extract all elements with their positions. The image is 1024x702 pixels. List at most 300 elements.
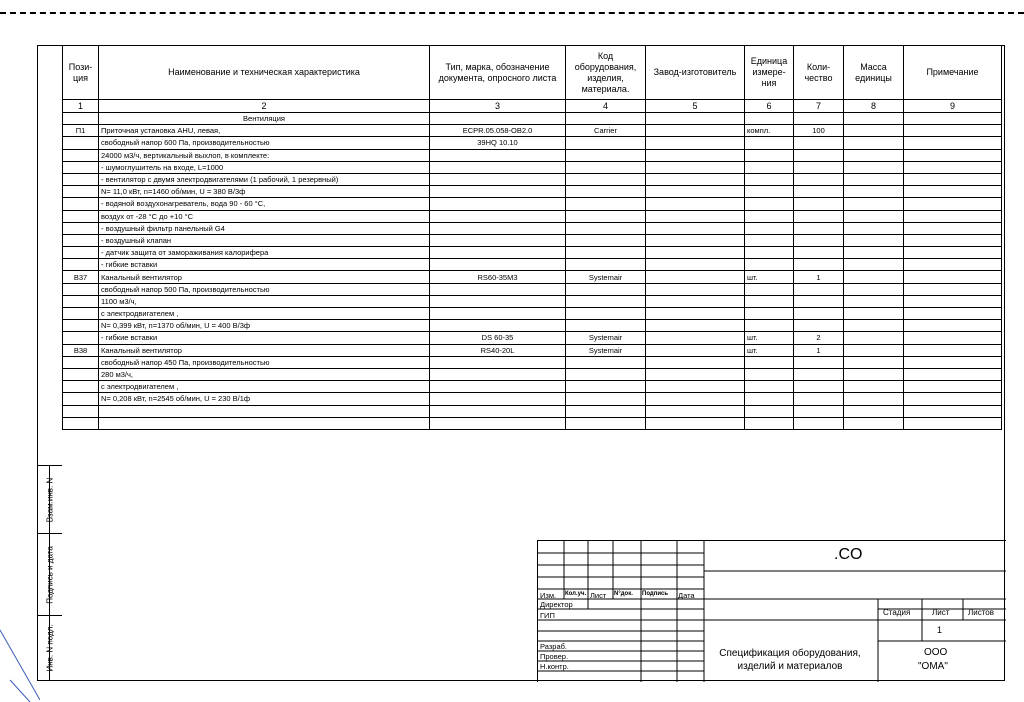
table-row xyxy=(63,234,1002,246)
cell-pos xyxy=(63,320,99,332)
cell-note xyxy=(904,368,1002,380)
cell-name: воздух от -28 °С до +10 °С xyxy=(99,210,430,222)
cell-name: - гибкие вставки xyxy=(99,259,430,271)
cell-type xyxy=(430,393,566,405)
table-row-empty xyxy=(63,417,1002,429)
cell-name: с электродвигателем , xyxy=(99,308,430,320)
cell-mass xyxy=(844,356,904,368)
header-pos: Пози- ция xyxy=(63,46,99,100)
cell-maker xyxy=(646,283,745,295)
table-row xyxy=(63,186,1002,198)
cell-note xyxy=(904,173,1002,185)
cell-type xyxy=(430,295,566,307)
cell-unit xyxy=(745,308,794,320)
cell-empty xyxy=(430,405,566,417)
cell-name: - воздушный фильтр панельный G4 xyxy=(99,222,430,234)
stamp-data: Дата xyxy=(678,591,695,600)
cell-unit xyxy=(745,186,794,198)
cell-mass xyxy=(844,113,904,125)
cell-code xyxy=(566,381,646,393)
cell-pos xyxy=(63,381,99,393)
cell-unit xyxy=(745,247,794,259)
cell-pos xyxy=(63,393,99,405)
cell-maker xyxy=(646,125,745,137)
cell-qty xyxy=(794,381,844,393)
cell-name: 1100 м3/ч, xyxy=(99,295,430,307)
cell-pos xyxy=(63,368,99,380)
cell-type xyxy=(430,283,566,295)
table-row xyxy=(63,271,1002,283)
cell-pos xyxy=(63,356,99,368)
cell-name: Вентиляция xyxy=(99,113,430,125)
cell-note xyxy=(904,198,1002,210)
cell-note xyxy=(904,393,1002,405)
cell-unit xyxy=(745,210,794,222)
cell-mass xyxy=(844,271,904,283)
table-row-empty xyxy=(63,405,1002,417)
stamp-director: Директор xyxy=(540,600,573,609)
cell-maker xyxy=(646,149,745,161)
cell-empty xyxy=(63,417,99,429)
cell-name: Канальный вентилятор xyxy=(99,344,430,356)
header-mass: Масса единицы xyxy=(844,46,904,100)
cell-mass xyxy=(844,368,904,380)
cell-unit xyxy=(745,295,794,307)
table-row xyxy=(63,368,1002,380)
cell-type xyxy=(430,210,566,222)
cell-empty xyxy=(794,417,844,429)
title-block xyxy=(537,540,1006,682)
org-name: "ОМА" xyxy=(918,661,948,672)
col-num: 2 xyxy=(99,100,430,113)
cell-mass xyxy=(844,247,904,259)
cell-pos xyxy=(63,161,99,173)
cell-name: - вентилятор с двумя электродвигателями (1 рабочий, 1 резервный) xyxy=(99,173,430,185)
cell-pos xyxy=(63,222,99,234)
cell-empty xyxy=(844,405,904,417)
cell-qty xyxy=(794,161,844,173)
cell-note xyxy=(904,283,1002,295)
cell-pos xyxy=(63,186,99,198)
cell-name: 280 м3/ч, xyxy=(99,368,430,380)
cell-qty xyxy=(794,247,844,259)
cell-name: с электродвигателем , xyxy=(99,381,430,393)
stamp-razrab: Разраб. xyxy=(540,642,568,651)
cell-unit xyxy=(745,113,794,125)
cell-name: свободный напор 450 Па, производительностью xyxy=(99,356,430,368)
cell-mass xyxy=(844,295,904,307)
cell-qty xyxy=(794,368,844,380)
cell-pos: В38 xyxy=(63,344,99,356)
cell-code: Systemair xyxy=(566,344,646,356)
corner-marks xyxy=(0,620,40,702)
cell-maker xyxy=(646,295,745,307)
cell-pos xyxy=(63,295,99,307)
cell-type xyxy=(430,149,566,161)
col-num: 9 xyxy=(904,100,1002,113)
cell-unit xyxy=(745,356,794,368)
cell-empty xyxy=(646,405,745,417)
cell-name: свободный напор 500 Па, производительностью xyxy=(99,283,430,295)
cell-qty xyxy=(794,259,844,271)
cell-name: - шумоглушитель на входе, L=1000 xyxy=(99,161,430,173)
table-row xyxy=(63,125,1002,137)
cell-name: N= 0,208 кВт, n=2545 об/мин, U = 230 В/1ф xyxy=(99,393,430,405)
cell-note xyxy=(904,271,1002,283)
cell-mass xyxy=(844,308,904,320)
table-row xyxy=(63,210,1002,222)
cell-note xyxy=(904,308,1002,320)
stamp-stadia: Стадия xyxy=(883,608,911,617)
cell-pos xyxy=(63,283,99,295)
header-row xyxy=(63,46,1002,100)
cell-empty xyxy=(566,417,646,429)
cell-maker xyxy=(646,381,745,393)
cell-pos xyxy=(63,198,99,210)
cell-maker xyxy=(646,247,745,259)
cell-note xyxy=(904,332,1002,344)
cell-name: - датчик защита от замораживания калорифера xyxy=(99,247,430,259)
cell-note xyxy=(904,259,1002,271)
table-row xyxy=(63,247,1002,259)
table-row xyxy=(63,113,1002,125)
cell-unit xyxy=(745,222,794,234)
cell-note xyxy=(904,320,1002,332)
cell-type xyxy=(430,161,566,173)
table-row xyxy=(63,198,1002,210)
cell-unit xyxy=(745,381,794,393)
cell-qty xyxy=(794,295,844,307)
cell-code xyxy=(566,234,646,246)
cell-code xyxy=(566,149,646,161)
cell-code xyxy=(566,247,646,259)
table-row xyxy=(63,149,1002,161)
stamp-list-header: Лист xyxy=(932,608,950,617)
cell-qty xyxy=(794,137,844,149)
cell-pos xyxy=(63,137,99,149)
header-qty: Коли-чество xyxy=(794,46,844,100)
cell-qty xyxy=(794,320,844,332)
cell-maker xyxy=(646,113,745,125)
cell-maker xyxy=(646,368,745,380)
cell-type: RS60-35M3 xyxy=(430,271,566,283)
cell-pos xyxy=(63,173,99,185)
cell-unit xyxy=(745,320,794,332)
cell-note xyxy=(904,247,1002,259)
cell-code xyxy=(566,222,646,234)
cell-type xyxy=(430,173,566,185)
cell-unit xyxy=(745,137,794,149)
col-num: 7 xyxy=(794,100,844,113)
col-num: 8 xyxy=(844,100,904,113)
cell-qty: 1 xyxy=(794,344,844,356)
cell-name: свободный напор 600 Па, производительностью xyxy=(99,137,430,149)
cell-qty xyxy=(794,113,844,125)
cell-type: 39HQ 10.10 xyxy=(430,137,566,149)
table-row xyxy=(63,356,1002,368)
cell-note xyxy=(904,113,1002,125)
cell-mass xyxy=(844,149,904,161)
cell-pos xyxy=(63,149,99,161)
org-type: ООО xyxy=(924,647,948,658)
cell-empty xyxy=(646,417,745,429)
table-row xyxy=(63,393,1002,405)
cell-unit xyxy=(745,283,794,295)
cell-empty xyxy=(99,405,430,417)
cell-maker xyxy=(646,393,745,405)
cell-qty: 100 xyxy=(794,125,844,137)
cell-empty xyxy=(745,417,794,429)
cell-note xyxy=(904,234,1002,246)
cell-unit xyxy=(745,173,794,185)
cell-empty xyxy=(794,405,844,417)
table-row xyxy=(63,381,1002,393)
cell-code xyxy=(566,137,646,149)
cell-unit xyxy=(745,161,794,173)
cell-code xyxy=(566,161,646,173)
cell-maker xyxy=(646,186,745,198)
cell-name: Приточная установка AHU, левая, xyxy=(99,125,430,137)
cell-qty xyxy=(794,149,844,161)
cell-maker xyxy=(646,320,745,332)
cell-code xyxy=(566,368,646,380)
cell-mass xyxy=(844,320,904,332)
cell-unit xyxy=(745,149,794,161)
cell-empty xyxy=(99,417,430,429)
table-row xyxy=(63,137,1002,149)
cell-maker xyxy=(646,271,745,283)
cell-type xyxy=(430,320,566,332)
cell-code: Carrier xyxy=(566,125,646,137)
cell-name: Канальный вентилятор xyxy=(99,271,430,283)
cell-maker xyxy=(646,198,745,210)
cell-empty xyxy=(904,405,1002,417)
stamp-nkontr: Н.контр. xyxy=(540,662,569,671)
cell-type xyxy=(430,368,566,380)
cell-qty: 2 xyxy=(794,332,844,344)
cell-code xyxy=(566,173,646,185)
cell-type xyxy=(430,247,566,259)
cell-qty xyxy=(794,308,844,320)
cell-qty xyxy=(794,234,844,246)
cell-maker xyxy=(646,173,745,185)
cell-mass xyxy=(844,137,904,149)
table-row xyxy=(63,283,1002,295)
side-vzam xyxy=(37,465,62,533)
table-row xyxy=(63,161,1002,173)
cell-type xyxy=(430,198,566,210)
cell-qty xyxy=(794,393,844,405)
table-row xyxy=(63,173,1002,185)
cell-qty xyxy=(794,283,844,295)
cell-mass xyxy=(844,210,904,222)
cell-note xyxy=(904,222,1002,234)
stamp-kol: Кол.уч. xyxy=(565,591,587,597)
cell-maker xyxy=(646,137,745,149)
header-maker: Завод-изготовитель xyxy=(646,46,745,100)
header-note: Примечание xyxy=(904,46,1002,100)
cell-code xyxy=(566,259,646,271)
cell-unit: шт. xyxy=(745,271,794,283)
cell-pos xyxy=(63,247,99,259)
cell-type: RS40-20L xyxy=(430,344,566,356)
cell-code xyxy=(566,320,646,332)
cell-type xyxy=(430,381,566,393)
cell-maker xyxy=(646,222,745,234)
cell-pos xyxy=(63,332,99,344)
cell-name: 24000 м3/ч, вертикальный выхлоп, в комплекте: xyxy=(99,149,430,161)
cell-mass xyxy=(844,173,904,185)
cell-code xyxy=(566,283,646,295)
cell-code xyxy=(566,308,646,320)
spec-table xyxy=(62,45,1002,430)
cell-type xyxy=(430,308,566,320)
cell-mass xyxy=(844,344,904,356)
cell-mass xyxy=(844,259,904,271)
cell-mass xyxy=(844,186,904,198)
cut-line xyxy=(0,12,1024,14)
stamp-ndok: N°док. xyxy=(614,591,633,597)
cell-name: - гибкие вставки xyxy=(99,332,430,344)
cell-unit: компл. xyxy=(745,125,794,137)
cell-qty xyxy=(794,173,844,185)
cell-empty xyxy=(63,405,99,417)
header-unit: Единица измере-ния xyxy=(745,46,794,100)
cell-pos xyxy=(63,210,99,222)
stamp-list: Лист xyxy=(590,591,607,600)
cell-name: N= 11,0 кВт, n=1460 об/мин, U = 380 В/3ф xyxy=(99,186,430,198)
cell-mass xyxy=(844,234,904,246)
col-num: 3 xyxy=(430,100,566,113)
cell-note xyxy=(904,295,1002,307)
cell-note xyxy=(904,344,1002,356)
cell-code xyxy=(566,295,646,307)
cell-maker xyxy=(646,344,745,356)
cell-note xyxy=(904,125,1002,137)
cell-qty xyxy=(794,210,844,222)
cell-unit: шт. xyxy=(745,332,794,344)
cell-type xyxy=(430,259,566,271)
cell-unit xyxy=(745,393,794,405)
table-row xyxy=(63,320,1002,332)
cell-name: - водяной воздухонагреватель, вода 90 - 60 °С, xyxy=(99,198,430,210)
cell-code xyxy=(566,210,646,222)
drawing-code: .CO xyxy=(834,546,863,563)
cell-code: Systemair xyxy=(566,332,646,344)
cell-pos xyxy=(63,259,99,271)
col-num: 4 xyxy=(566,100,646,113)
cell-mass xyxy=(844,393,904,405)
cell-unit xyxy=(745,259,794,271)
cell-maker xyxy=(646,356,745,368)
cell-type xyxy=(430,356,566,368)
cell-code xyxy=(566,186,646,198)
stamp-izm: Изм. xyxy=(540,591,557,600)
cell-note xyxy=(904,149,1002,161)
cell-note xyxy=(904,137,1002,149)
header-code: Код оборудования, изделия, материала. xyxy=(566,46,646,100)
header-type: Тип, марка, обозначение документа, опросного листа xyxy=(430,46,566,100)
side-inv-label: Инв. N подл. xyxy=(45,624,54,672)
table-row xyxy=(63,295,1002,307)
cell-maker xyxy=(646,234,745,246)
cell-pos xyxy=(63,234,99,246)
cell-qty: 1 xyxy=(794,271,844,283)
cell-empty xyxy=(904,417,1002,429)
cell-type xyxy=(430,222,566,234)
cell-name: - воздушный клапан xyxy=(99,234,430,246)
cell-maker xyxy=(646,161,745,173)
cell-qty xyxy=(794,186,844,198)
cell-unit xyxy=(745,198,794,210)
cell-maker xyxy=(646,210,745,222)
cell-empty xyxy=(745,405,794,417)
side-podpis-label: Подпись и дата xyxy=(45,545,54,604)
cell-type xyxy=(430,113,566,125)
cell-mass xyxy=(844,161,904,173)
cell-note xyxy=(904,381,1002,393)
cell-note xyxy=(904,161,1002,173)
column-numbers-row xyxy=(63,100,1002,113)
side-inv xyxy=(37,615,62,681)
cell-maker xyxy=(646,308,745,320)
side-vzam-label: Взам.инв. N xyxy=(45,477,54,522)
cell-code xyxy=(566,198,646,210)
cell-note xyxy=(904,186,1002,198)
header-name: Наименование и техническая характеристика xyxy=(99,46,430,100)
col-num: 1 xyxy=(63,100,99,113)
cell-code xyxy=(566,356,646,368)
side-podpis xyxy=(37,533,62,615)
cell-empty xyxy=(430,417,566,429)
cell-mass xyxy=(844,198,904,210)
cell-type: DS 60-35 xyxy=(430,332,566,344)
cell-name: N= 0,399 кВт, n=1370 об/мин, U = 400 В/3ф xyxy=(99,320,430,332)
stamp-podp: Подпись xyxy=(642,591,669,597)
col-num: 5 xyxy=(646,100,745,113)
cell-pos xyxy=(63,308,99,320)
cell-mass xyxy=(844,125,904,137)
stamp-prover: Провер. xyxy=(540,652,569,661)
cell-mass xyxy=(844,381,904,393)
cell-qty xyxy=(794,198,844,210)
cell-mass xyxy=(844,222,904,234)
cell-code: Systemair xyxy=(566,271,646,283)
table-row xyxy=(63,308,1002,320)
cell-qty xyxy=(794,222,844,234)
stamp-listov: Листов xyxy=(968,608,994,617)
col-num: 6 xyxy=(745,100,794,113)
table-row xyxy=(63,259,1002,271)
cell-note xyxy=(904,356,1002,368)
cell-pos xyxy=(63,113,99,125)
cell-type xyxy=(430,234,566,246)
cell-note xyxy=(904,210,1002,222)
cell-unit: шт. xyxy=(745,344,794,356)
stamp-gip: ГИП xyxy=(540,611,555,620)
cell-type: ECPR.05.058-OB2.0 xyxy=(430,125,566,137)
cell-maker xyxy=(646,332,745,344)
document-title: Спецификация оборудования, изделий и материалов xyxy=(719,648,861,672)
cell-unit xyxy=(745,234,794,246)
cell-maker xyxy=(646,259,745,271)
cell-unit xyxy=(745,368,794,380)
cell-empty xyxy=(566,405,646,417)
cell-pos: В37 xyxy=(63,271,99,283)
cell-qty xyxy=(794,356,844,368)
cell-code xyxy=(566,113,646,125)
table-row xyxy=(63,344,1002,356)
